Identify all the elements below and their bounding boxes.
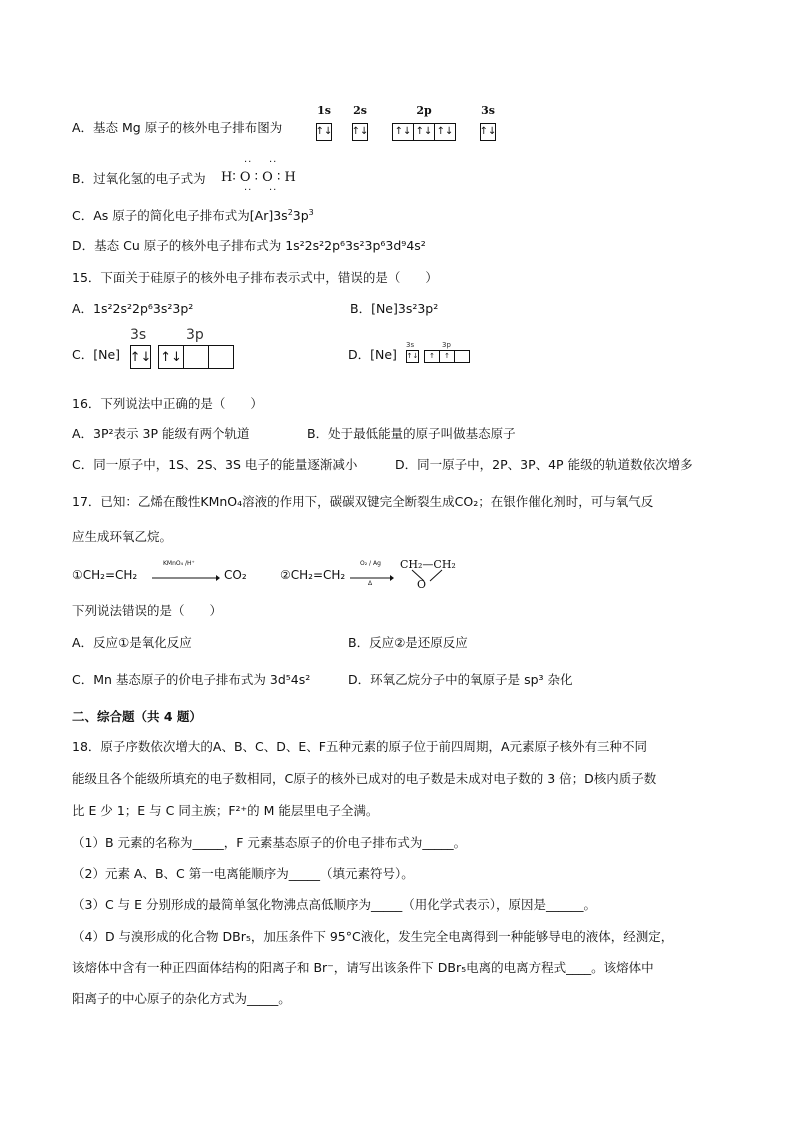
orbital-label: 2s <box>353 104 367 117</box>
orbital-2s <box>352 104 368 141</box>
q18-subquestion-4-line1: （4）D 与溴形成的化合物 DBr₅，加压条件下 95°C液化，发生完全电离得到一种能够导电的液体，经测定， <box>72 929 674 944</box>
orbital-cell: ↑↓ <box>351 126 369 137</box>
reaction-2-reactant: ②CH₂=CH₂ <box>280 568 346 582</box>
q14-option-c <box>72 207 314 225</box>
orbital-label: 3p <box>186 327 204 343</box>
q17-option-a: A．反应①是氧化反应 <box>72 635 192 650</box>
q15-option-b: B．[Ne]3s²3p² <box>350 301 439 316</box>
q17-option-b: B．反应②是还原反应 <box>348 635 468 650</box>
reaction-1-product: CO₂ <box>224 568 247 582</box>
q14-c-mid: 3p <box>292 208 309 223</box>
lone-pair-dots: ·· <box>269 157 278 168</box>
q15-option-c-prefix: C．[Ne] <box>72 347 121 362</box>
q16-stem: 16．下列说法中正确的是（ ） <box>72 396 263 411</box>
q14-option-a: A．基态 Mg 原子的核外电子排布图为 <box>72 120 283 135</box>
orbital-cell: ↑↓ <box>479 126 497 137</box>
q18-subquestion-1: （1）B 元素的名称为_____，F 元素基态原子的价电子排布式为_____。 <box>72 835 467 850</box>
q17-option-c: C．Mn 基态原子的价电子排布式为 3d⁵4s² <box>72 672 311 687</box>
q18-subquestion-4-line2: 该熔体中含有一种正四面体结构的阳离子和 Br⁻，请写出该条件下 DBr₅电离的电离方程式____。该熔体中 <box>72 960 654 975</box>
reaction-2-condition-top: O₂ / Ag <box>360 560 381 567</box>
q18-subquestion-3: （3）C 与 E 分别形成的最简单氢化物沸点高低顺序为_____（用化学式表示），原因是______。 <box>72 897 597 912</box>
q15-c-3p <box>158 327 234 369</box>
section-heading: 二、综合题（共 4 题） <box>72 709 202 724</box>
reaction-1-condition: KMnO₄ /H⁺ <box>163 560 195 567</box>
orbital-cell: ↑↓ <box>414 124 435 140</box>
epoxide-ring-bonds <box>408 569 448 583</box>
q18-subquestion-4-line3: 阳离子的中心原子的杂化方式为_____。 <box>72 991 291 1006</box>
orbital-cell: ↑↓ <box>315 126 333 137</box>
q18-subquestion-2: （2）元素 A、B、C 第一电离能顺序为_____（填元素符号）。 <box>72 866 414 881</box>
superscript: 3 <box>308 208 314 217</box>
reaction-1-arrow <box>152 574 220 582</box>
q15-d-3p <box>424 341 470 363</box>
q14-c-text: C．As 原子的简化电子排布式为[Ar]3s <box>72 208 288 223</box>
q16-option-c: C．同一原子中，1S、2S、3S 电子的能量逐渐减小 <box>72 457 358 472</box>
q17-ask: 下列说法错误的是（ ） <box>72 603 223 618</box>
orbital-cell <box>455 351 469 362</box>
q18-paragraph-line3: 比 E 少 1；E 与 C 同主族；F²⁺的 M 能层里电子全满。 <box>72 803 379 818</box>
q15-stem: 15．下面关于硅原子的核外电子排布表示式中，错误的是（ ） <box>72 270 438 285</box>
orbital-2p <box>392 104 456 141</box>
orbital-1s <box>316 104 332 141</box>
q17-stem-line2: 应生成环氧乙烷。 <box>72 529 173 544</box>
q18-paragraph-line1: 18．原子序数依次增大的A、B、C、D、E、F五种元素的原子位于前四周期，A元素原子核外有三种不同 <box>72 739 648 754</box>
h2o2-electron-formula: H∶ O ∶ O ∶ H <box>221 170 296 185</box>
orbital-cell: ↑ <box>425 351 440 362</box>
orbital-label: 2p <box>416 104 432 117</box>
orbital-cell <box>209 346 233 368</box>
q17-stem-line1: 17．已知：乙烯在酸性KMnO₄溶液的作用下，碳碳双键完全断裂生成CO₂；在银作催化剂时，可与氧气反 <box>72 494 654 509</box>
lone-pair-dots: ·· <box>244 157 253 168</box>
orbital-cell <box>184 346 209 368</box>
orbital-label: 3s <box>406 341 415 349</box>
lone-pair-dots: ·· <box>244 185 253 196</box>
q14-option-b: B．过氧化氢的电子式为 <box>72 171 206 186</box>
orbital-3s <box>480 104 496 141</box>
orbital-cell: ↑↓ <box>406 352 419 360</box>
lone-pair-dots: ·· <box>269 185 278 196</box>
q15-c-3s <box>130 327 151 369</box>
orbital-cell: ↑↓ <box>393 124 414 140</box>
q15-option-d-prefix: D．[Ne] <box>348 347 397 362</box>
q17-option-d: D．环氧乙烷分子中的氧原子是 sp³ 杂化 <box>348 672 573 687</box>
epoxide-carbons: CH₂—CH₂ <box>400 558 456 571</box>
orbital-cell: ↑↓ <box>129 349 152 365</box>
epoxide-oxygen: O <box>417 578 427 591</box>
orbital-label: 3s <box>130 327 147 343</box>
superscript: 2 <box>287 208 293 217</box>
orbital-label: 3s <box>481 104 495 117</box>
orbital-cell: ↑↓ <box>159 346 184 368</box>
q14-option-d: D．基态 Cu 原子的核外电子排布式为 1s²2s²2p⁶3s²3p⁶3d⁹4s² <box>72 238 426 253</box>
q16-option-d: D．同一原子中，2P、3P、4P 能级的轨道数依次增多 <box>395 457 693 472</box>
reaction-1-reactant: ①CH₂=CH₂ <box>72 568 138 582</box>
q16-option-a: A．3P²表示 3P 能级有两个轨道 <box>72 426 250 441</box>
orbital-label: 1s <box>317 104 331 117</box>
orbital-cell: ↑ <box>440 351 455 362</box>
q16-option-b: B．处于最低能量的原子叫做基态原子 <box>307 426 516 441</box>
q15-option-a: A．1s²2s²2p⁶3s²3p² <box>72 301 194 316</box>
orbital-cell: ↑↓ <box>436 126 454 137</box>
q18-paragraph-line2: 能级且各个能级所填充的电子数相同，C原子的核外已成对的电子数是未成对电子数的 3 倍；D核内质子数 <box>72 771 657 786</box>
reaction-2-condition-bottom: Δ <box>368 580 373 587</box>
orbital-label: 3p <box>442 341 451 349</box>
q15-d-3s <box>406 341 419 363</box>
